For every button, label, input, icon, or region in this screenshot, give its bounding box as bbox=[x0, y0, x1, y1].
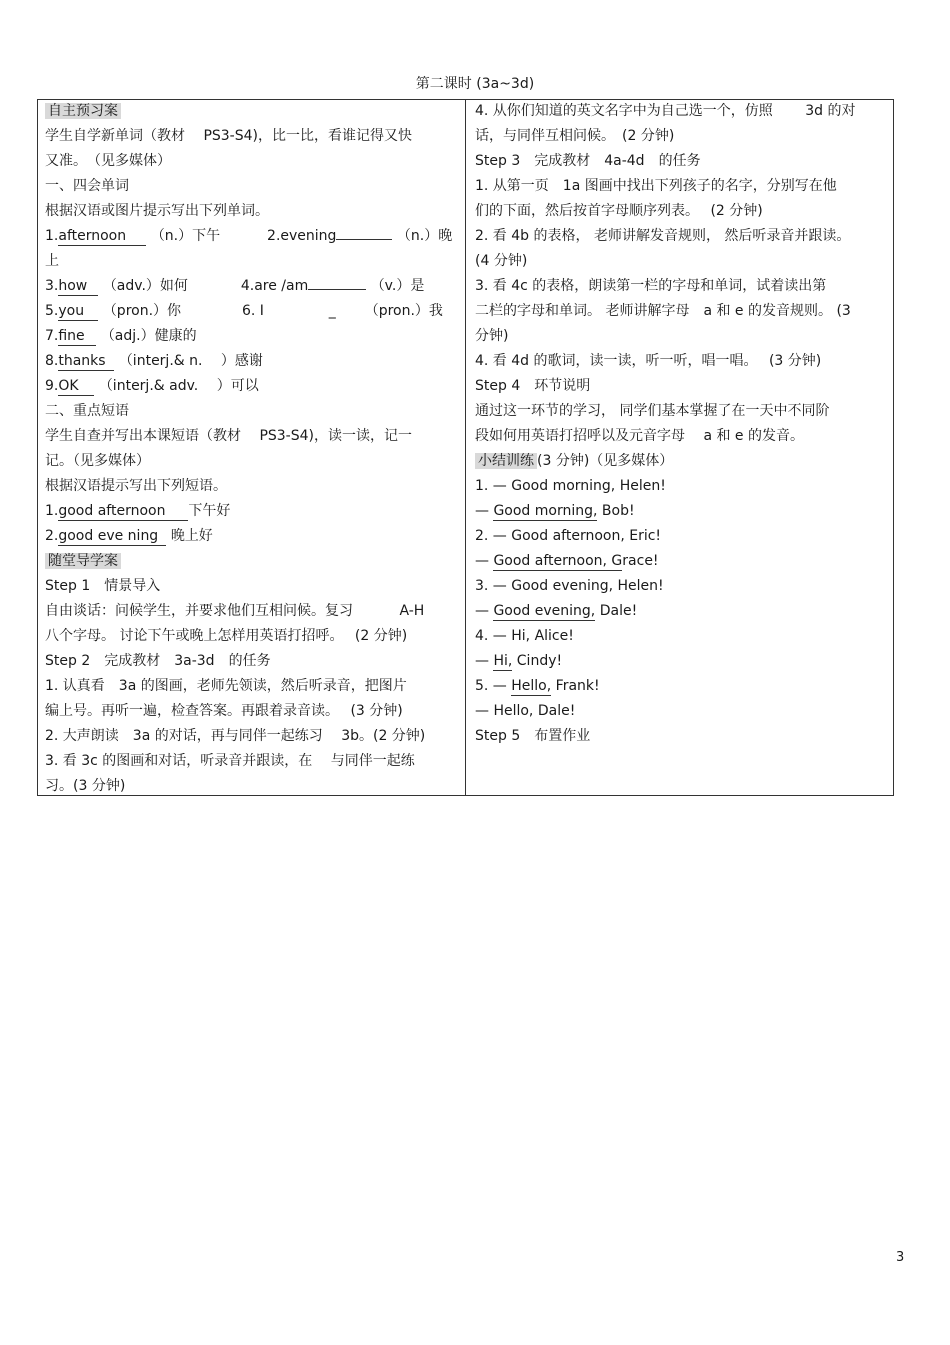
text-line: 上 bbox=[45, 253, 59, 269]
word-row: 1.afternoon （n.）下午 2.evening （n.）晚 bbox=[45, 228, 453, 244]
dialogue-line bbox=[475, 574, 887, 599]
word-row: 7.fine （adj.）健康的 bbox=[45, 328, 197, 344]
step-title: Step 4 环节说明 bbox=[475, 378, 591, 394]
text-line: 们的下面，然后按首字母顺序列表。 (2 分钟) bbox=[475, 203, 763, 219]
answer-blank: good eve ning bbox=[58, 528, 166, 546]
dialogue-line bbox=[475, 674, 887, 699]
left-column bbox=[45, 99, 458, 799]
dialogue-line bbox=[475, 524, 887, 549]
text-line: 2. 大声朗读 3a 的对话，再与同伴一起练习 3b。(2 分钟) bbox=[45, 728, 426, 744]
text-line: 4. 看 4d 的歌词，读一读，听一听，唱一唱。 (3 分钟) bbox=[475, 353, 822, 369]
text-line: 习。(3 分钟) bbox=[45, 778, 126, 794]
text-line: 2. 看 4b 的表格， 老师讲解发音规则， 然后听录音并跟读。 bbox=[475, 228, 851, 244]
text-line: 又准。 （见多媒体） bbox=[45, 153, 171, 169]
dialogue-text: Cindy! bbox=[512, 653, 563, 669]
text-line: 1. 从第一页 1a 图画中找出下列孩子的名字，分别写在他 bbox=[475, 178, 837, 194]
column-divider bbox=[465, 99, 466, 796]
page-title: 第二课时 (3a~3d) bbox=[415, 76, 535, 92]
dialogue-line bbox=[475, 474, 887, 499]
text-line: 编上号。再听一遍，检查答案。再跟着录音读。 (3 分钟) bbox=[45, 703, 403, 719]
dialogue-text: — Hello, Dale! bbox=[475, 703, 576, 719]
text-line: 段如何用英语打招呼以及元音字母 a 和 e 的发音。 bbox=[475, 428, 804, 444]
section-title: 一、四会单词 bbox=[45, 178, 129, 194]
answer-blank: how bbox=[58, 278, 98, 296]
dialogue-text: 4. — Hi, Alice! bbox=[475, 628, 574, 644]
dialogue-line bbox=[475, 499, 887, 524]
text-line: 3. 看 3c 的图画和对话，听录音并跟读，在 与同伴一起练 bbox=[45, 753, 415, 769]
dialogue-list bbox=[475, 474, 887, 724]
word-row: 8.thanks （interj.& n. ）感谢 bbox=[45, 353, 263, 369]
dialogue-text: Bob! bbox=[597, 503, 635, 519]
answer-blank: Hello, bbox=[511, 678, 552, 694]
text-line: 分钟) bbox=[475, 328, 509, 344]
page-number: 3 bbox=[896, 1250, 905, 1265]
answer-blank: Good afternoon, G bbox=[493, 553, 623, 569]
text-line: 1. 认真看 3a 的图画，老师先领读，然后听录音，把图片 bbox=[45, 678, 407, 694]
right-column bbox=[475, 99, 887, 749]
text-line: 通过这一环节的学习， 同学们基本掌握了在一天中不同阶 bbox=[475, 403, 830, 419]
dialogue-text: Frank! bbox=[551, 678, 600, 694]
text-line: 根据汉语提示写出下列短语。 bbox=[45, 478, 227, 494]
dialogue-line bbox=[475, 599, 887, 624]
text-line: 记。（见多媒体） bbox=[45, 453, 150, 469]
dialogue-line bbox=[475, 624, 887, 649]
answer-blank: thanks bbox=[58, 353, 114, 371]
section-heading-guide: 随堂导学案 bbox=[45, 553, 121, 569]
step-title: Step 1 情景导入 bbox=[45, 578, 161, 594]
word-row: 5.you （pron.）你 6. I _ （pron.）我 bbox=[45, 303, 443, 319]
summary-heading-row: 小结训练 (3 分钟)（见多媒体） bbox=[475, 449, 887, 474]
dialogue-line bbox=[475, 699, 887, 724]
answer-blank: Good evening, bbox=[493, 603, 596, 619]
step-title: Step 3 完成教材 4a-4d 的任务 bbox=[475, 153, 701, 169]
dialogue-text: — bbox=[475, 553, 494, 569]
section-title: 二、重点短语 bbox=[45, 403, 129, 419]
text-line: 话，与同伴互相问候。 (2 分钟) bbox=[475, 128, 675, 144]
text-line: 学生自查并写出本课短语（教材 PS3-S4)，读一读，记一 bbox=[45, 428, 412, 444]
text-line: 学生自学新单词（教材 PS3-S4)，比一比，看谁记得又快 bbox=[45, 128, 412, 144]
text-line: 4. 从你们知道的英文名字中为自己选一个，仿照 3d 的对 bbox=[475, 103, 856, 119]
dialogue-text: — bbox=[475, 603, 494, 619]
answer-blank: Good morning, bbox=[493, 503, 598, 519]
dialogue-text: Dale! bbox=[595, 603, 638, 619]
dialogue-text: 5. — bbox=[475, 678, 512, 694]
text-line: 二栏的字母和单词。 老师讲解字母 a 和 e 的发音规则。 (3 bbox=[475, 303, 851, 319]
text-line: 根据汉语或图片提示写出下列单词。 bbox=[45, 203, 269, 219]
word-row: 9.OK （interj.& adv. ）可以 bbox=[45, 378, 259, 394]
dialogue-text: 1. — Good morning, Helen! bbox=[475, 478, 666, 494]
step-title: Step 5 布置作业 bbox=[475, 728, 591, 744]
text-line: (4 分钟) bbox=[475, 253, 528, 269]
dialogue-text: race! bbox=[622, 553, 659, 569]
dialogue-text: — bbox=[475, 653, 494, 669]
text-line: 自由谈话：问候学生，并要求他们互相问候。复习 A-H bbox=[45, 603, 425, 619]
answer-blank: good afternoon bbox=[58, 503, 188, 521]
dialogue-text: 2. — Good afternoon, Eric! bbox=[475, 528, 662, 544]
answer-blank: _ bbox=[328, 303, 336, 319]
dialogue-line bbox=[475, 649, 887, 674]
dialogue-line bbox=[475, 549, 887, 574]
answer-blank: OK bbox=[58, 378, 94, 396]
word-row: 3.how （adv.）如何 4.are /am （v.）是 bbox=[45, 278, 425, 294]
step-title: Step 2 完成教材 3a-3d 的任务 bbox=[45, 653, 271, 669]
answer-blank: fine bbox=[58, 328, 96, 346]
section-heading-preview: 自主预习案 bbox=[45, 103, 121, 119]
text-line: 3. 看 4c 的表格，朗读第一栏的字母和单词，试着读出第 bbox=[475, 278, 827, 294]
phrase-row: 2.good eve ning 晚上好 bbox=[45, 528, 213, 544]
dialogue-text: 3. — Good evening, Helen! bbox=[475, 578, 664, 594]
dialogue-text: — bbox=[475, 503, 494, 519]
section-heading-summary: 小结训练 bbox=[475, 453, 537, 469]
answer-blank: afternoon bbox=[58, 228, 146, 246]
text-line: 八个字母。 讨论下午或晚上怎样用英语打招呼。 (2 分钟) bbox=[45, 628, 408, 644]
answer-blank bbox=[308, 289, 366, 290]
answer-blank: Hi, bbox=[493, 653, 513, 669]
answer-blank bbox=[336, 239, 392, 240]
phrase-row: 1.good afternoon 下午好 bbox=[45, 503, 231, 519]
answer-blank: you bbox=[58, 303, 98, 321]
